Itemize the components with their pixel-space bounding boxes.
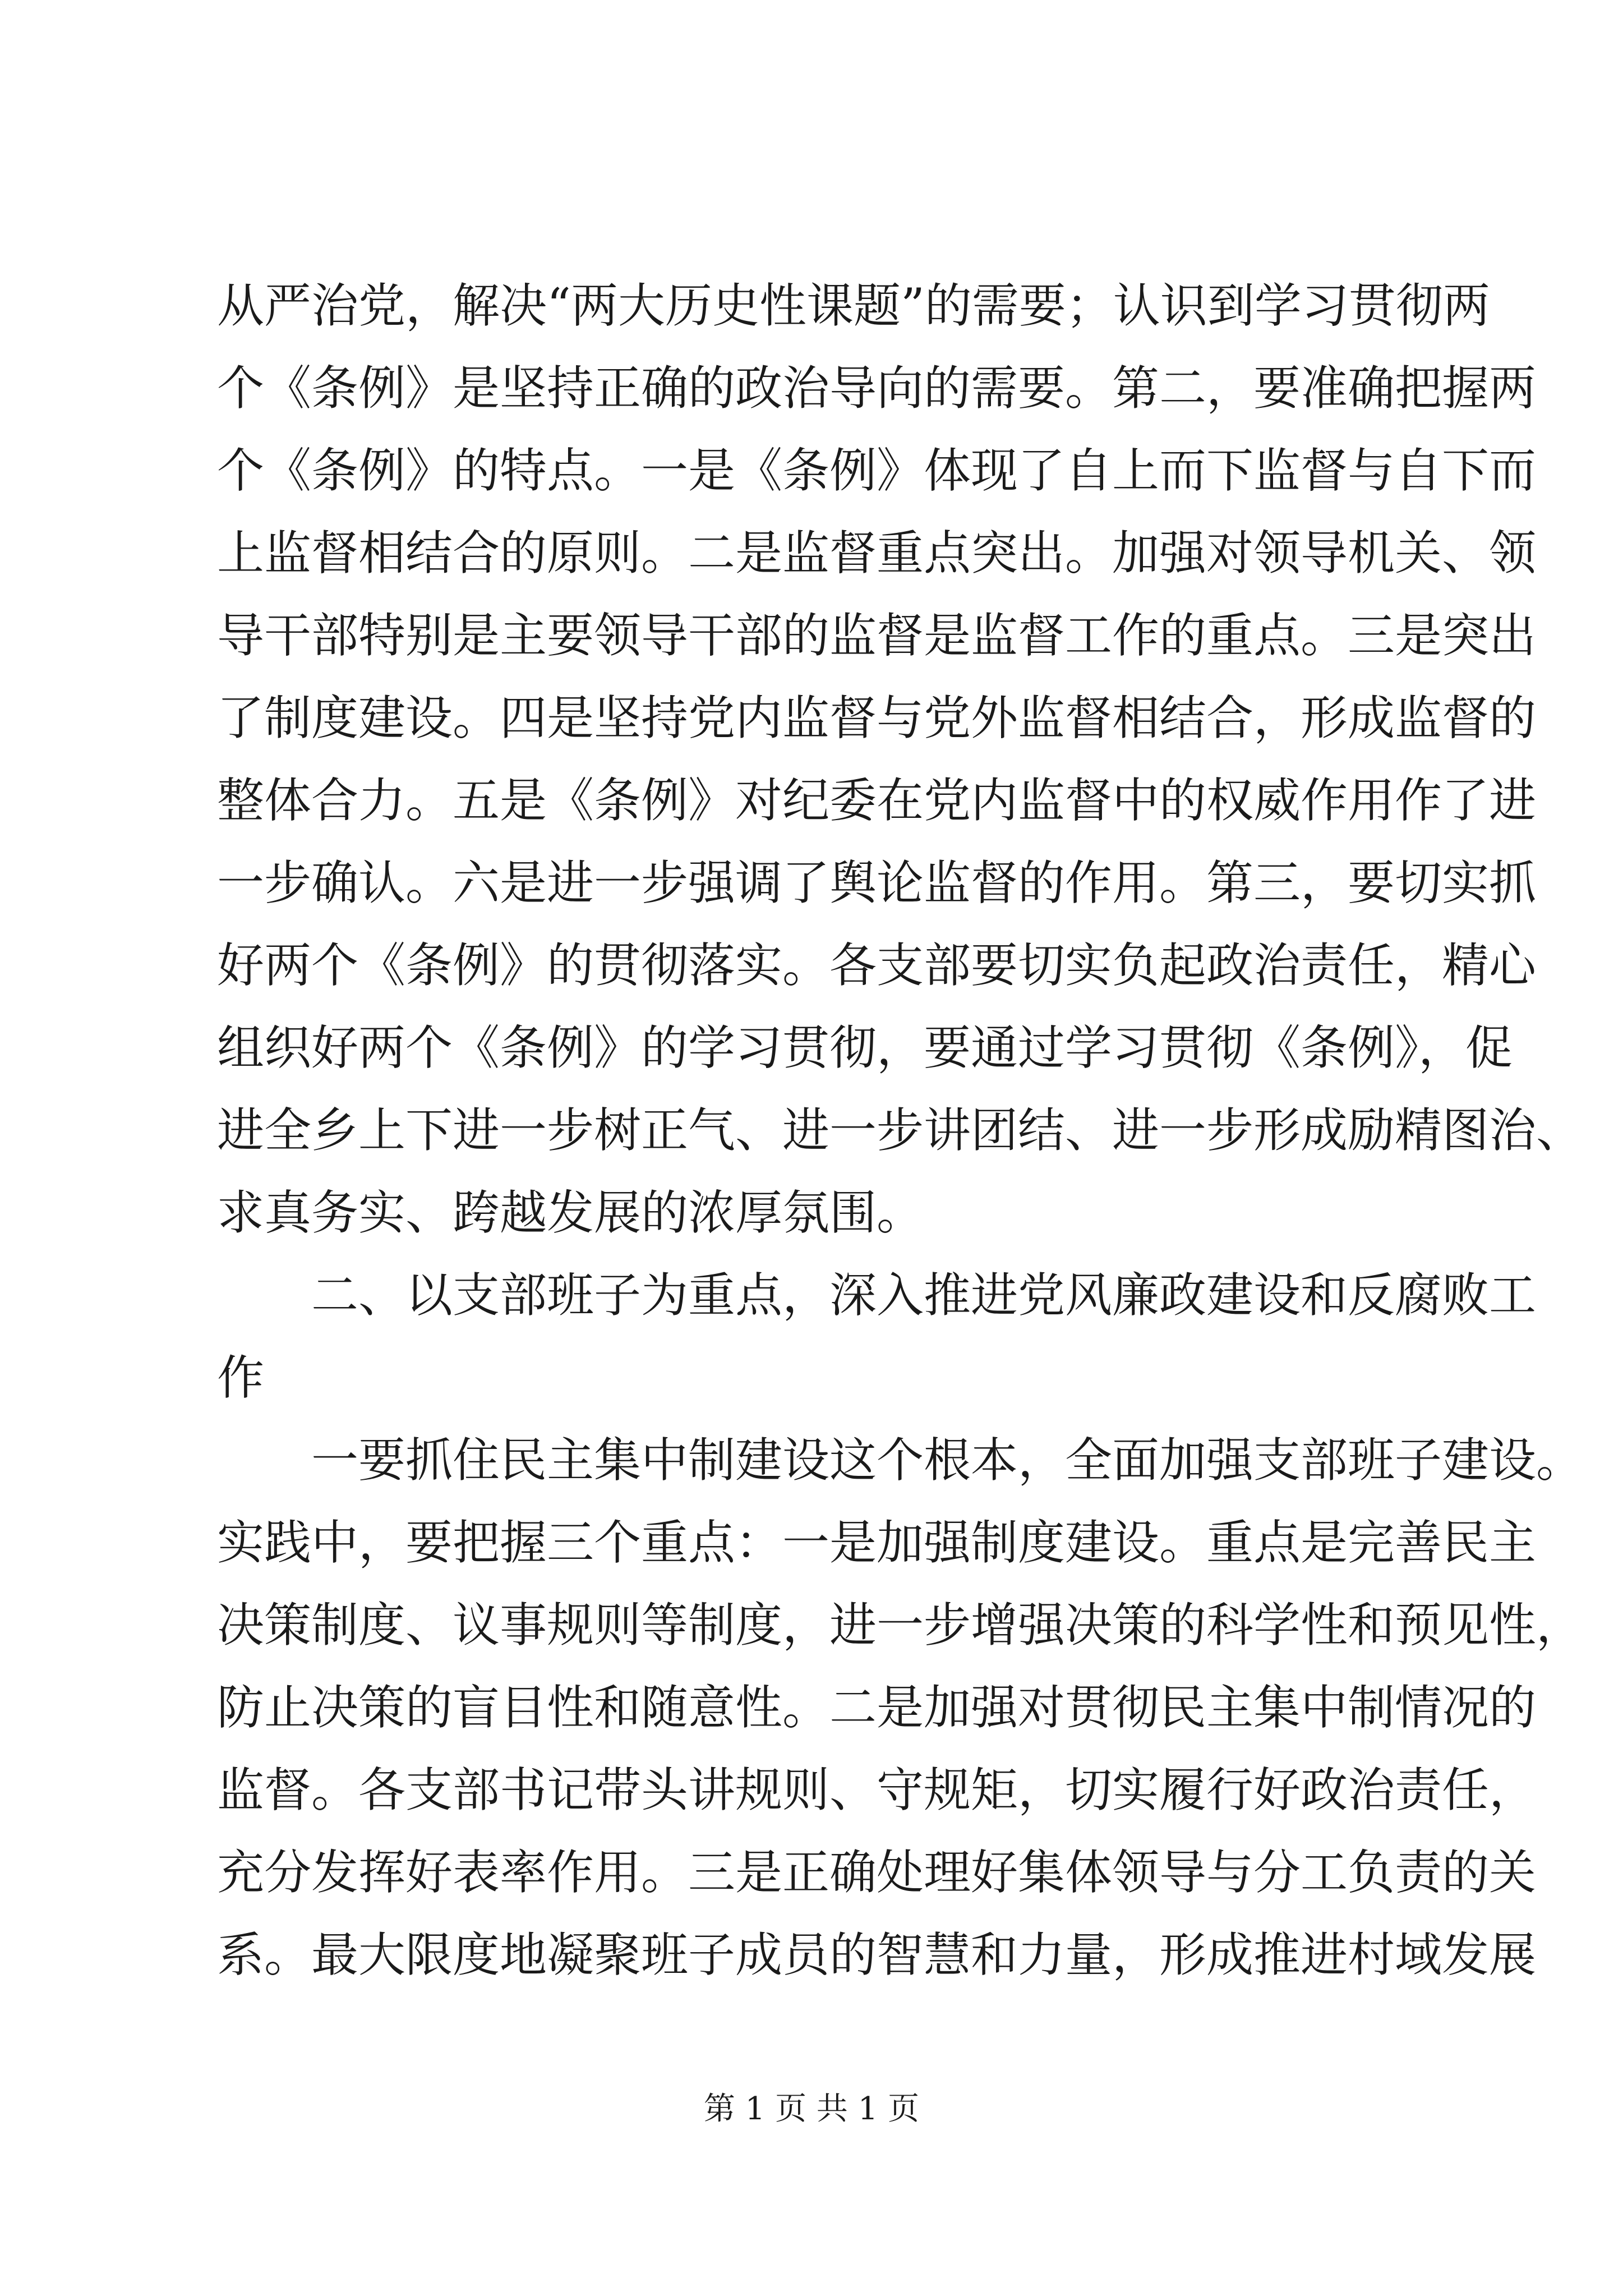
text-line: 进全乡上下进一步树正气、进一步讲团结、进一步形成励精图治、 (217, 1103, 1584, 1158)
text-line: 了制度建设。四是坚持党内监督与党外监督相结合，形成监督的 (217, 691, 1537, 746)
text-line: 一步确认。六是进一步强调了舆论监督的作用。第三，要切实抓 (217, 855, 1537, 910)
text-line: 上监督相结合的原则。二是监督重点突出。加强对领导机关、领 (217, 526, 1537, 581)
text-line: 个《条例》是坚持正确的政治导向的需要。第二，要准确把握两 (217, 361, 1537, 416)
page-footer (0, 2090, 1623, 2129)
text-line: 导干部特别是主要领导干部的监督是监督工作的重点。三是突出 (217, 608, 1537, 663)
text-line: 决策制度、议事规则等制度，进一步增强决策的科学性和预见性， (217, 1598, 1584, 1653)
text-line: 一要抓住民主集中制建设这个根本，全面加强支部班子建设。 (311, 1433, 1584, 1488)
text-line: 从严治党，解决“两大历史性课题”的需要；认识到学习贯彻两 (217, 278, 1490, 333)
text-line: 实践中，要把握三个重点：一是加强制度建设。重点是完善民主 (217, 1515, 1537, 1570)
text-line: 好两个《条例》的贯彻落实。各支部要切实负起政治责任，精心 (217, 938, 1537, 993)
text-line: 防止决策的盲目性和随意性。二是加强对贯彻民主集中制情况的 (217, 1680, 1537, 1735)
body-text (217, 265, 1584, 1996)
text-line: 系。最大限度地凝聚班子成员的智慧和力量，形成推进村域发展 (217, 1927, 1537, 1982)
section-heading-line: 二、以支部班子为重点，深入推进党风廉政建设和反腐败工 (311, 1268, 1537, 1323)
text-line: 监督。各支部书记带头讲规则、守规矩，切实履行好政治责任， (217, 1763, 1537, 1818)
text-line: 整体合力。五是《条例》对纪委在党内监督中的权威作用作了进 (217, 773, 1537, 828)
page-number-label: 第 1 页 共 1 页 (703, 2091, 920, 2127)
text-line: 充分发挥好表率作用。三是正确处理好集体领导与分工负责的关 (217, 1845, 1537, 1900)
section-heading-line: 作 (217, 1350, 265, 1405)
text-line: 求真务实、跨越发展的浓厚氛围。 (217, 1185, 924, 1240)
text-line: 组织好两个《条例》的学习贯彻，要通过学习贯彻《条例》，促 (217, 1020, 1513, 1075)
text-line: 个《条例》的特点。一是《条例》体现了自上而下监督与自下而 (217, 443, 1537, 498)
